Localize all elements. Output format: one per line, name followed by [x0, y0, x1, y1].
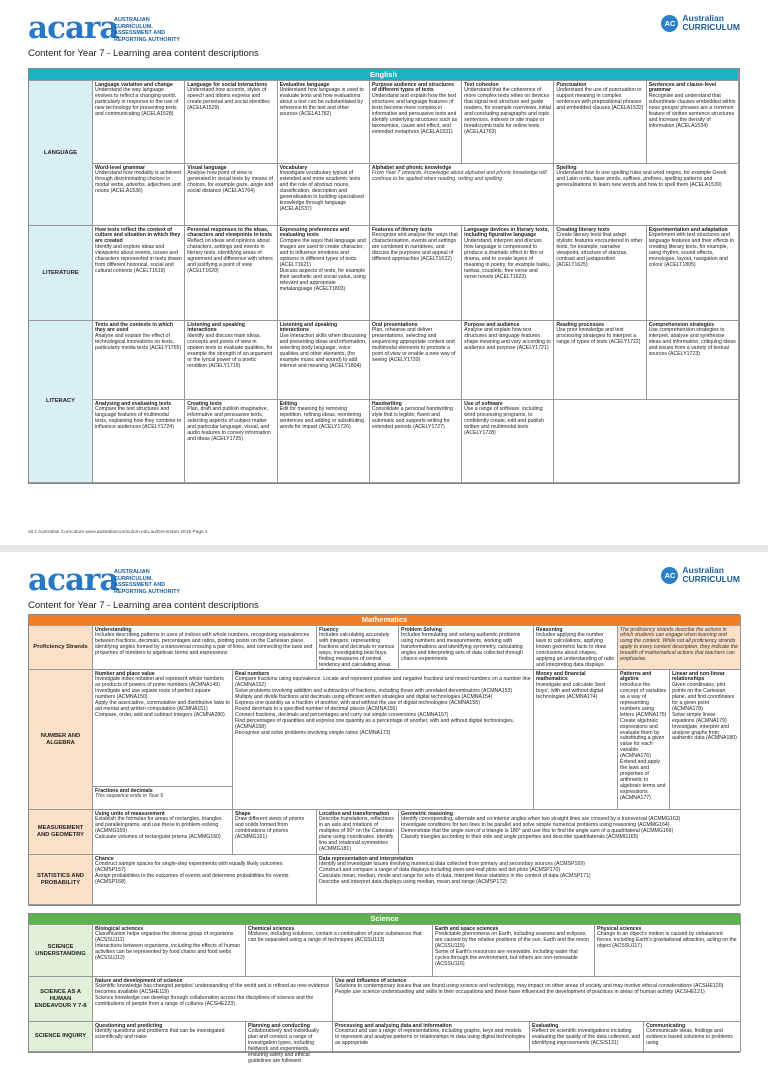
cell-body: Use a range of software, including word processing programs, to confidently create, edit and publish written and multimodal texts (ACELY1728) [464, 406, 545, 437]
strand-literacy: LITERACY [29, 321, 93, 483]
cell-heading: Fluency [319, 626, 339, 633]
cell-body: Given coordinates, plot points on the Cartesian plane, and find coordinates for a given point (ACMNA178) Solve simple linear equations (ACMNA179) Investigate, interpret and analyse graphs from authentic data (ACMNA180) [672, 682, 737, 742]
content-cell [534, 626, 618, 670]
content-cell [278, 81, 370, 164]
cell-heading: Sentences and clause-level grammar [648, 81, 717, 94]
cell-heading: Understanding [95, 626, 132, 633]
content-cell [433, 925, 595, 977]
cell-body: Includes formulating and solving authentic problems using numbers and measurements, working with transformations and identifying symmetry, calculating angles and interpreting sets of data collected through chance experiments [401, 632, 523, 663]
content-cell [333, 977, 741, 1022]
content-cell [370, 81, 462, 164]
cell-body: Classification helps organise the diverse group of organisms (ACSSU111) Interactions between organisms, including the effects of human activities can be represented by food chains and food webs (ACSSU112) [95, 931, 240, 962]
cell-heading: Language devices in literary texts, including figurative language [464, 226, 549, 239]
cell-body: Scientific knowledge has changed peoples' understanding of the world and is refined as new evidence becomes available (ACSHE119) Science knowledge can develop through collaboration across the disciplines of science and the contributions of people from a range of cultures (ACSHE223) [95, 983, 330, 1008]
cell-body: Describe translations, reflections in an axis and rotations of multiples of 90° on the Cartesian plane using coordinates. Identify line and rotational symmetries (ACMMG181) [319, 816, 395, 852]
content-cell [670, 670, 741, 810]
content-cell [554, 81, 646, 164]
acara-logo: acara [28, 562, 119, 598]
cell-body: Mixtures, including solutions, contain a combination of pure substances that can be separated using a range of techniques (ACSSU113) [248, 931, 422, 944]
cell-heading: Alphabet and phonic knowledge [371, 164, 452, 171]
cell-heading: Problem Solving [401, 626, 442, 633]
cell-heading: Planning and conducting [248, 1022, 310, 1029]
cell-heading: Reading processes [556, 321, 604, 328]
cell-heading: Questioning and predicting [95, 1022, 163, 1029]
cell-body: Identify and discuss main ideas, concepts and points of view in spoken texts to evaluate qualities, for example the strength of an argument or the lyrical power of a poetic rendition (ACELY1719) [187, 333, 273, 369]
place-value-cell [93, 670, 233, 810]
cell-heading: Language variation and change [95, 81, 173, 88]
cell-heading: Location and transformation [319, 810, 390, 817]
cell-body: Investigate and calculate 'best buys', with and without digital technologies (ACMNA174) [536, 682, 606, 701]
cell-heading: Number and place value [95, 670, 155, 677]
cell-heading: Evaluating [532, 1022, 559, 1029]
content-cell [278, 226, 370, 321]
cell-heading: Purpose audience and structures of different types of texts [371, 81, 455, 94]
page-header [28, 562, 740, 598]
cell-heading: Communicating [646, 1022, 686, 1029]
cell-body: Edit for meaning by removing repetition, refining ideas, reordering sentences and adding or substituting words for impact (ACELY1726) [279, 406, 365, 431]
cell-body: Understand, interpret and discuss how language is compressed to produce a dramatic effect in film or drama, and to create layers of meaning in poetry, for example haiku, tankas, couplets, free verse and verse novels (ACELT1623) [464, 238, 551, 280]
cell-body: Create literary texts that adapt stylistic features encountered in other texts, for example, narrative viewpoint, structure of stanzas, contrast and juxtaposition (ACELT1625) [556, 232, 643, 268]
cell-body: Collaboratively and individually plan and conduct a range of investigation types, including fieldwork and experiments, ensuring safety and ethical guidelines are followed [248, 1028, 319, 1064]
cell-body: Solutions to contemporary issues that are found using science and technology, may impact on other areas of society and may involve ethical considerations (ACSHE120) People use science understanding and skills in their occupations and these have influenced the development of practices in areas of human activity (ACSHE121) [335, 983, 724, 996]
cell-heading: Real numbers [235, 670, 270, 677]
mathematics-table [28, 614, 740, 906]
cell-body: Reflect on ideas and opinions about characters, settings and events in literary texts, identifying areas of agreement and difference with others and justifying a point of view (ACELT1620) [187, 238, 273, 274]
ac-icon: AC [661, 15, 678, 32]
cell-body: Analyse and explain the effect of technological innovations on texts, particularly media texts (ACELY1765) [95, 333, 182, 352]
acara-logo-subtitle: AUSTRALIAN CURRICULUM, ASSESSMENT AND REPORTING AUTHORITY [114, 569, 181, 595]
content-cell [185, 400, 277, 483]
cell-heading: Use and influence of science [335, 977, 407, 984]
cell-heading: Text cohesion [464, 81, 499, 88]
content-cell [278, 321, 370, 400]
cell-body: Communicate ideas, findings and evidence based solutions to problems using [646, 1028, 733, 1047]
cell-heading: Visual language [187, 164, 227, 171]
science-table [28, 913, 740, 1064]
content-cell [647, 81, 739, 164]
empty-cell [554, 400, 739, 483]
content-cell [399, 810, 741, 855]
cell-body: Identify and explore ideas and viewpoints about events, issues and characters represented in texts drawn from different historical, social and cultural contexts (ACELT1619) [95, 244, 182, 274]
content-cell [93, 1022, 246, 1052]
cell-body: Reflect on scientific investigations including evaluating the quality of the data collected, and identifying improvements (ACSIS131) [532, 1028, 641, 1047]
cell-heading: How texts reflect the context of culture and situation in which they are created [95, 226, 181, 245]
strand-measurement-geometry: MEASUREMENT AND GEOMETRY [29, 810, 93, 855]
content-cell [333, 1022, 530, 1052]
cell-heading: Handwriting [371, 400, 402, 407]
cell-heading: Listening and speaking interactions [279, 321, 338, 334]
cell-heading: Processing and analysing data and information [335, 1022, 452, 1029]
content-cell [317, 626, 399, 670]
cell-heading: Personal responses to the ideas, characters and viewpoints in texts [187, 226, 273, 239]
strand-proficiency: Proficiency Strands [29, 626, 93, 670]
content-cell [93, 855, 317, 905]
australian-curriculum-logo [661, 14, 740, 32]
cell-body: Investigate index notation and represent whole numbers as products of powers of prime numbers (ACMNA149) Investigate and use square roots of perfect square numbers (ACMNA150) Apply the associative, commutative and distributive laws to aid mental and written computation (ACMNA151) Compare, order, add and subtract integers (ACMNA280) [95, 676, 230, 718]
content-cell [185, 81, 277, 164]
cell-body: Understand how modality is achieved through discriminating choices in modal verbs, adverbs, adjectives and nouns (ACELA1536) [95, 170, 181, 195]
strand-statistics-probability: STATISTICS AND PROBABILITY [29, 855, 93, 905]
content-cell [233, 670, 534, 810]
content-cell [554, 321, 646, 400]
ac-name-1: Australian [682, 565, 724, 575]
cell-body: Use prior knowledge and text processing strategies to interpret a range of types of texts (ACELY1722) [556, 327, 641, 346]
cell-body: Understand the use of punctuation to support meaning in complex sentences with prepositional phrases and embedded clauses (ACELA1532) [556, 87, 644, 112]
strand-literature: LITERATURE [29, 226, 93, 321]
cell-body: Draw different views of prisms and solids formed from combinations of prisms (ACMMG161) [235, 816, 305, 841]
cell-body: Investigate vocabulary typical of extended and more academic texts and the role of abstract nouns, classification, description and generalisation in building specialised knowledge through language (ACELA1537) [279, 170, 364, 212]
cell-body: Includes describing patterns in uses of indices with whole numbers, recognising equivalences between fractions, decimals, percentages and ratios, plotting points on the Cartesian plane, identifying angles formed by a transversal crossing a pair of lines, and connecting the laws and properties of numbers to algebraic terms and expressions [95, 632, 313, 657]
cell-heading: Using units of measurement [95, 810, 165, 817]
cell-heading: Nature and development of science [95, 977, 183, 984]
content-cell [278, 400, 370, 483]
cell-heading: Shape [235, 810, 251, 817]
cell-heading: Data representation and interpretation [319, 855, 414, 862]
content-cell [185, 321, 277, 400]
content-cell [554, 226, 646, 321]
cell-body: Understand that the coherence of more complex texts relies on devices that signal text structure and guide readers, for example overviews, initial and concluding paragraphs and topic sentences, indexes or site maps or breadcrumb trails for online texts (ACELA1763) [464, 87, 551, 135]
cell-body: Establish the formulas for areas of rectangles, triangles and parallelograms, and use these in problem-solving (ACMMG159) Calculate volumes of rectangular prisms (ACMMG160) [95, 816, 222, 841]
cell-body: From Year 7 onwards, knowledge about alphabet and phonic knowledge will continue to be applied when reading, writing and spelling [371, 170, 547, 183]
ac-icon: AC [661, 567, 678, 584]
content-cell [370, 164, 555, 226]
science-heading: Science [29, 914, 741, 925]
cell-heading: Editing [279, 400, 298, 407]
cell-body: Understand how to use spelling rules and word origins, for example Greek and Latin roots, base words, suffixes, prefixes, spelling patterns and generalisations to learn new words and how to spell them (ACELA1539) [556, 170, 727, 189]
cell-body: Change to an object's motion is caused by unbalanced forces, including Earth's gravitational attraction, acting on the object (ACSSU117) [597, 931, 737, 950]
cell-body: Consolidate a personal handwriting style that is legible, fluent and automatic and supports writing for extended periods (ACELY1727) [371, 406, 453, 431]
cell-body: Plan, draft and publish imaginative, informative and persuasive texts, selecting aspects of subject matter and particular language, visual, and audio features to convey information and ideas (ACELY1725) [187, 406, 271, 442]
strand-science-inquiry: SCIENCE INQUIRY [29, 1022, 93, 1052]
content-cell [93, 810, 233, 855]
cell-heading: Earth and space sciences [435, 925, 499, 932]
content-cell [317, 855, 741, 905]
cell-body: Compare the ways that language and images are used to create character, and to influence emotions and opinions in different types of texts (ACELT1621) Discuss aspects of texts, for example their aesthetic and social value, using relevant and appropriate metalanguage (ACELT1803) [279, 238, 366, 292]
australian-curriculum-logo [661, 566, 740, 584]
strand-science-understanding: SCIENCE UNDERSTANDING [29, 925, 93, 977]
content-cell [399, 626, 534, 670]
cell-heading: Oral presentations [371, 321, 418, 328]
content-cell [554, 164, 739, 226]
cell-heading: Language for social interactions [187, 81, 268, 88]
cell-heading: Geometric reasoning [401, 810, 453, 817]
cell-heading: Features of literary texts [371, 226, 433, 233]
cell-body: The proficiency strands describe the actions in which students can engage when learning and using the content. While not all proficiency strands apply to every content description, they indicate the breadth of mathematical actions that teachers can emphasise. [620, 626, 738, 663]
strand-science-human-endeavour: SCIENCE AS A HUMAN ENDEAVOUR Y 7-8 [29, 977, 93, 1022]
cell-heading: Experimentation and adaptation [648, 226, 728, 233]
content-cell [233, 810, 317, 855]
content-cell [370, 226, 462, 321]
document-title: Content for Year 7 - Learning area content descriptions [28, 600, 259, 611]
cell-heading: Spelling [556, 164, 577, 171]
cell-body: Use interaction skills when discussing and presenting ideas and information, selecting body language, voice qualities and other elements, (for example music and sound) to add interest and meaning (ACELY1804) [279, 333, 367, 369]
cell-heading: Vocabulary [279, 164, 308, 171]
content-cell [647, 226, 739, 321]
cell-heading: Use of software [464, 400, 503, 407]
content-cell [370, 400, 462, 483]
cell-heading: Biological sciences [95, 925, 144, 932]
cell-body: Identify questions and problems that can be investigated scientifically and make [95, 1028, 225, 1041]
cell-heading: Evaluative language [279, 81, 330, 88]
content-cell [647, 321, 739, 400]
content-cell [246, 925, 433, 977]
cell-heading: Patterns and algebra [620, 670, 652, 683]
acara-logo: acara [28, 10, 119, 46]
cell-body: Analyse and explain how text structures and language features shape meaning and vary according to audience and purpose (ACELY1721) [464, 327, 551, 352]
content-cell [93, 400, 185, 483]
proficiency-note [618, 626, 741, 670]
content-cell [462, 400, 554, 483]
content-cell [462, 321, 554, 400]
content-cell [595, 925, 741, 977]
page-footer: v8.1 Australian Curriculum www.australiancurriculum.edu.au/December 2015 Page 1 [28, 530, 208, 535]
content-cell [618, 670, 670, 810]
document-title: Content for Year 7 - Learning area content descriptions [28, 48, 259, 59]
cell-heading: Linear and non-linear relationships [672, 670, 725, 683]
cell-heading: Money and financial mathematics [536, 670, 586, 683]
cell-body: Identify and investigate issues involving numerical data collected from primary and secondary sources (ACMSP169) Construct and compare a range of data displays including stem-and-leaf plots and dot plots (ACMSP170) Calculate mean, median, mode and range for sets of data. Interpret these statistics in the context of data (ACMSP171) Describe and interpret data displays using median, mean and range (ACMSP172) [319, 861, 591, 886]
content-cell [370, 321, 462, 400]
cell-body: Understand how accents, styles of speech and idioms express and create personal and social identities (ACELA1529) [187, 87, 270, 112]
content-cell [317, 810, 399, 855]
cell-body: Includes calculating accurately with integers, representing fractions and decimals in various ways, investigating best buys, finding measures of central tendency and calculating areas [319, 632, 395, 668]
content-cell [93, 977, 333, 1022]
cell-body: Use comprehension strategies to interpret, analyse and synthesise ideas and information, critiquing ideas and issues from a variety of textual sources (ACELY1723) [648, 327, 736, 358]
content-cell [185, 226, 277, 321]
cell-body: Construct sample spaces for single-step experiments with equally likely outcomes (ACMSP167) Assign probabilities to the outcomes of events and determine probabilities for events (ACMSP168) [95, 861, 289, 886]
cell-heading: Analysing and evaluating texts [95, 400, 172, 407]
cell-body: Understand how language is used to evaluate texts and how evaluations about a text can be substantiated by reference to the text and other sources (ACELA1782) [279, 87, 364, 118]
cell-body: Includes applying the number laws to calculations, applying known geometric facts to draw conclusions about shapes, applying an understanding of ratio and interpreting data displays [536, 632, 615, 668]
english-table [28, 68, 740, 484]
content-cell [185, 164, 277, 226]
cell-heading: Chance [95, 855, 114, 862]
cell-heading: Word-level grammar [95, 164, 146, 171]
cell-body: Recognise and understand that subordinate clauses embedded within noun groups/ phrases are a common feature of written sentence structures and increase the density of information (ACELA1534) [648, 93, 736, 129]
content-cell [246, 1022, 333, 1064]
content-cell [462, 81, 554, 164]
cell-body: Understand the way language evolves to reflect a changing world, particularly in response to the use of new technology for presenting texts and communicating (ACELA1528) [95, 87, 179, 118]
content-cell [93, 626, 317, 670]
cell-heading: Texts and the contexts in which they are used [95, 321, 174, 334]
cell-body: Plan, rehearse and deliver presentations, selecting and sequencing appropriate content and multimodal elements to promote a point of view or enable a new way of seeing (ACELY1720) [371, 327, 456, 363]
cell-heading: Purpose and audience [464, 321, 520, 328]
content-cell [530, 1022, 644, 1052]
content-cell [93, 925, 246, 977]
content-cell [644, 1022, 741, 1052]
content-cell [93, 81, 185, 164]
english-heading: English [29, 69, 739, 81]
content-cell [93, 164, 185, 226]
cell-heading: Creating literary texts [556, 226, 610, 233]
content-cell [93, 321, 185, 400]
cell-body: Compare fractions using equivalence. Locate and represent positive and negative fractions and mixed numbers on a number line (ACMNA152) Solve problems involving addition and subtraction of fractions, including those with unrelated denominators (ACMNA153) Multiply and divide fractions and decimals using efficient written strategies and digital technologies (ACMNA154) Express one quantity as a fraction of another, with and without the use of digital technologies (ACMNA155) Round decimals to a specified number of decimal places (ACMNA156) Connect fractions, decimals and percentages and carry out simple conversions (ACMNA157) Find percentages of quantities and express one quantity as a percentage of another, with and without digital technologies. (ACMNA158) Recognise and solve problems involving simple ratios (ACMNA173) [235, 676, 531, 736]
ac-name-1: Australian [682, 13, 724, 23]
strand-language: LANGUAGE [29, 81, 93, 226]
cell-body: Construct and use a range of representations, including graphs, keys and models to represent and analyse patterns or relationships in data using digital technologies as appropriate [335, 1028, 526, 1047]
cell-body: Predictable phenomena on Earth, including seasons and eclipses, are caused by the relative positions of the sun, Earth and the moon (ACSSU115) Some of Earth's resources are renewable, including water that cycles through the environment, but others are non-renewable (ACSSU116) [435, 931, 589, 967]
page-separator [0, 545, 768, 552]
content-cell [534, 670, 618, 810]
page-2 [0, 552, 768, 1064]
cell-heading: Listening and speaking interactions [187, 321, 245, 334]
cell-heading: Punctuation [556, 81, 587, 88]
cell-heading: Expressing preferences and evaluating texts [279, 226, 350, 239]
cell-heading: Creating texts [187, 400, 222, 407]
cell-heading: Reasoning [536, 626, 563, 633]
ac-name-2: CURRICULUM [682, 22, 740, 32]
content-cell [93, 226, 185, 321]
cell-body: Introduce the concept of variables as a way of representing numbers using letters (ACMNA175) Create algebraic expressions and evaluate them by substituting a given value for each variable (ACMNA176) Extend and apply the laws and properties of arithmetic to algebraic terms and expressions (ACMNA177) [620, 682, 667, 801]
content-cell [462, 226, 554, 321]
content-cell [278, 164, 370, 226]
cell-body: Identify corresponding, alternate and co-interior angles when two straight lines are crossed by a transversal (ACMMG163) Investigate conditions for two lines to be parallel and solve simple numerical problems using reasoning (ACMMG164) Demonstrate that the angle sum of a triangle is 180° and use this to find the angle sum of a quadrilateral (ACMMG166) Classify triangles according to their side and angle properties and describe quadrilaterals (ACMMG165) [401, 816, 681, 841]
cell-body: Analyse how point of view is generated in visual texts by means of choices, for example gaze, angle and social distance (ACELA1764) [187, 170, 274, 195]
cell-body: Recognise and analyse the ways that characterisation, events and settings are combined in narratives, and discuss the purposes and appeal of different approaches (ACELT1622) [371, 232, 458, 263]
page-header [28, 10, 740, 46]
cell-heading: Chemical sciences [248, 925, 295, 932]
strand-number-algebra: NUMBER AND ALGEBRA [29, 670, 93, 810]
cell-heading: Comprehension strategies [648, 321, 715, 328]
cell-heading: Physical sciences [597, 925, 642, 932]
cell-body: Understand and explain how the text structures and language features of texts become more complex in informative and persuasive texts and identify underlying structures such as taxonomies, cause and effect, and extended metaphors (ACELA1531) [371, 93, 458, 135]
cell-body: Experiment with text structures and language features and their effects in creating literary texts, for example, using rhythm, sound effects, monologue, layout, navigation and colour (ACELT1805) [648, 232, 734, 268]
cell-body: Compare the text structures and language features of multimodal texts, explaining how they combine to influence audiences (ACELY1724) [95, 406, 182, 431]
cell-body: This sequence ends in Year 6 [95, 793, 164, 800]
acara-logo-subtitle: AUSTRALIAN CURRICULUM, ASSESSMENT AND REPORTING AUTHORITY [114, 17, 181, 43]
mathematics-heading: Mathematics [29, 615, 741, 626]
ac-name-2: CURRICULUM [682, 574, 740, 584]
cell-heading: Fractions and decimals [95, 787, 153, 794]
